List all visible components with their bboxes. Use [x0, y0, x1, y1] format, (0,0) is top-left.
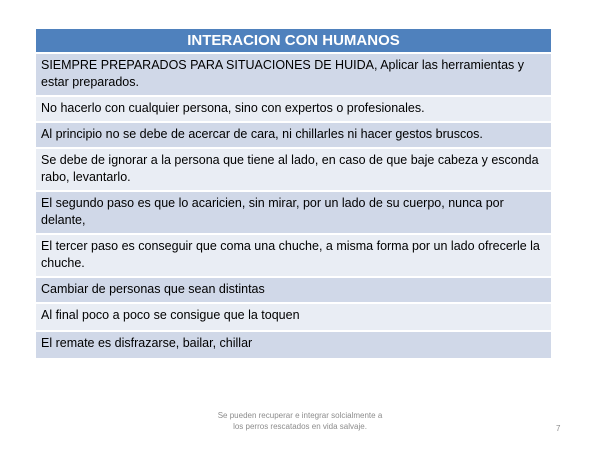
table-row: El remate es disfrazarse, bailar, chillar [36, 332, 551, 360]
table-row: Cambiar de personas que sean distintas [36, 278, 551, 304]
table-row: Al final poco a poco se consigue que la toquen [36, 304, 551, 332]
table-row: Al principio no se debe de acercar de cara, ni chillarles ni hacer gestos bruscos. [36, 123, 551, 149]
slide-footer: Se pueden recuperar e integrar solcialmente a los perros rescatados en vida salvaje. [217, 411, 383, 431]
table-header: INTERACION CON HUMANOS [36, 29, 551, 54]
table-row: No hacerlo con cualquier persona, sino con expertos o profesionales. [36, 97, 551, 123]
table-row: Se debe de ignorar a la persona que tiene al lado, en caso de que baje cabeza y esconda rabo, levantarlo. [36, 149, 551, 192]
table-row: El tercer paso es conseguir que coma una chuche, a misma forma por un lado ofrecerle la chuche. [36, 235, 551, 278]
content-table [36, 29, 551, 360]
table-row: El segundo paso es que lo acaricien, sin mirar, por un lado de su cuerpo, nunca por delante, [36, 192, 551, 235]
table-row: SIEMPRE PREPARADOS PARA SITUACIONES DE HUIDA, Aplicar las herramientas y estar preparados. [36, 54, 551, 97]
page-number: 7 [556, 424, 561, 433]
